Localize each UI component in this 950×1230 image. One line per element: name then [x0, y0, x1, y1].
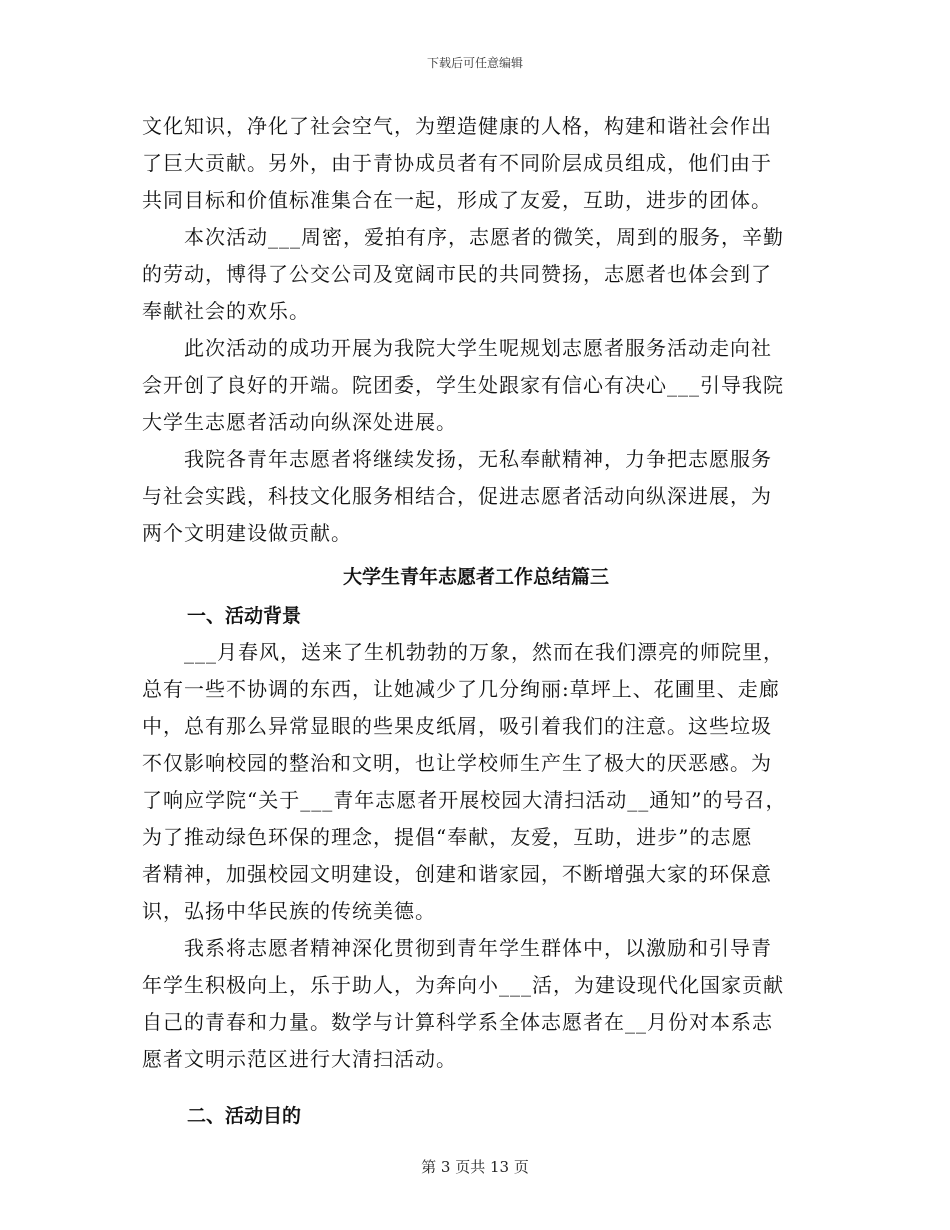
text-line: 了巨大贡献。另外，由于青协成员者有不同阶层成员组成，他们由于: [142, 151, 772, 175]
document-body: [142, 108, 810, 1134]
text-line: 此次活动的成功开展为我院大学生呢规划志愿者服务活动走向社: [184, 336, 772, 360]
text-line: 了响应学院“关于___青年志愿者开展校园大清扫活动__通知”的号召，: [142, 788, 787, 812]
text-line: 大学生志愿者活动向纵深处进展。: [142, 410, 457, 434]
text-line: 自己的青春和力量。数学与计算科学系全体志愿者在__月份对本系志: [142, 1010, 773, 1034]
section-heading: 一、活动背景: [187, 605, 302, 627]
text-line: 两个文明建设做贡献。: [142, 521, 352, 545]
text-line: 我系将志愿者精神深化贯彻到青年学生群体中，以激励和引导青: [184, 936, 772, 960]
text-line: 的劳动，博得了公交公司及宽阔市民的共同赞扬，志愿者也体会到了: [142, 262, 772, 286]
text-line: ___月春风，送来了生机勃勃的万象，然而在我们漂亮的师院里，: [184, 640, 784, 664]
text-line: 为了推动绿色环保的理念，提倡“奉献，友爱，互助，进步”的志愿: [142, 825, 753, 849]
text-line: 文化知识，净化了社会空气，为塑造健康的人格，构建和谐社会作出: [142, 114, 772, 138]
page-footer: 第 3 页共 13 页: [421, 1158, 529, 1176]
text-line: 与社会实践，科技文化服务相结合，促进志愿者活动向纵深进展，为: [142, 484, 772, 508]
page-header: 下载后可任意编辑: [426, 56, 523, 70]
section-title: 大学生青年志愿者工作总结篇三: [342, 566, 609, 588]
text-line: 愿者文明示范区进行大清扫活动。: [142, 1047, 457, 1071]
text-line: 总有一些不协调的东西，让她减少了几分绚丽:草坪上、花圃里、走廊: [142, 677, 780, 701]
text-line: 奉献社会的欢乐。: [142, 299, 310, 323]
text-line: 我院各青年志愿者将继续发扬，无私奉献精神，力争把志愿服务: [184, 447, 772, 471]
text-line: 年学生积极向上，乐于助人，为奔向小___活，为建设现代化国家贡献: [142, 973, 784, 997]
text-line: 共同目标和价值标准集合在一起，形成了友爱，互助，进步的团体。: [142, 188, 772, 212]
text-line: 会开创了良好的开端。院团委，学生处跟家有信心有决心___引导我院: [142, 373, 784, 397]
text-line: 本次活动___周密，爱拍有序，志愿者的微笑，周到的服务，辛勤: [184, 225, 784, 249]
text-line: 者精神，加强校园文明建设，创建和谐家园，不断增强大家的环保意: [142, 862, 772, 886]
text-line: 不仅影响校园的整治和文明，也让学校师生产生了极大的厌恶感。为: [142, 751, 772, 775]
text-line: 识，弘扬中华民族的传统美德。: [142, 899, 436, 923]
section-heading: 二、活动目的: [187, 1105, 302, 1127]
text-line: 中，总有那么异常显眼的些果皮纸屑，吸引着我们的注意。这些垃圾: [142, 714, 772, 738]
